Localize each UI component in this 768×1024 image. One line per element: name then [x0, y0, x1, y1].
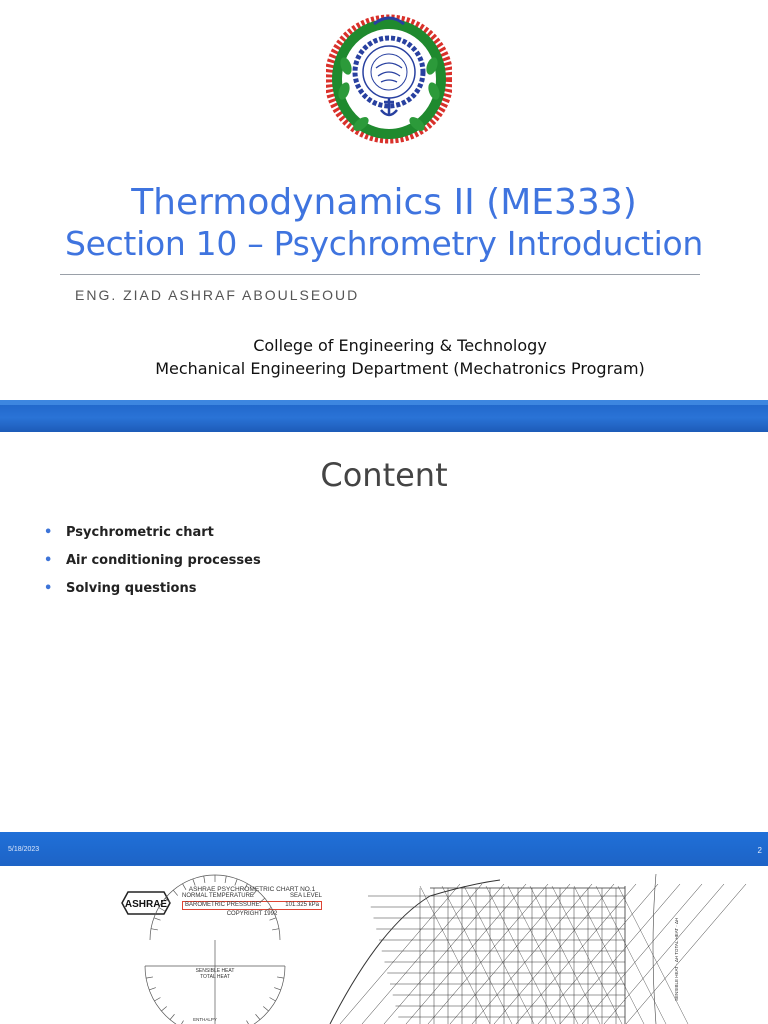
chart-grid-line — [582, 884, 702, 1024]
protractor-tick — [151, 929, 158, 930]
chart-grid-line — [340, 884, 460, 1024]
slide-title — [0, 182, 768, 264]
protractor-tick — [270, 918, 277, 920]
slide-page-number: 2 — [757, 846, 762, 855]
slide-date: 5/18/2023 — [8, 846, 40, 853]
title-slide — [0, 0, 768, 400]
slide-separator-bar — [0, 400, 768, 432]
chart-grid-line — [384, 884, 504, 1024]
chart-grid-line — [442, 886, 512, 1024]
author-name: ENG. ZIAD ASHRAF ABOULSEOUD — [75, 287, 360, 303]
protractor-tick — [244, 884, 248, 890]
content-slide — [0, 432, 768, 866]
protractor-tick — [173, 890, 177, 895]
college-name: College of Engineering & Technology — [253, 336, 547, 355]
protractor-tick — [165, 898, 170, 902]
right-scale — [653, 874, 656, 1024]
title-divider — [60, 274, 700, 275]
chart-grid-line — [604, 884, 724, 1024]
protractor-tick — [161, 1006, 166, 1010]
protractor-diagram — [145, 875, 285, 1024]
list-item: • Psychrometric chart — [44, 522, 261, 550]
bullet-icon: • — [44, 553, 53, 568]
chart-grid-line — [450, 884, 570, 1024]
protractor-tick — [170, 1014, 174, 1019]
protractor-label-top: SENSIBLE HEAT — [195, 968, 235, 974]
barometric-pressure-box: BAROMETRIC PRESSURE: 101.325 kPa — [182, 901, 322, 910]
ashrae-logo-text: ASHRAE — [124, 899, 168, 910]
psychrometric-chart-slide — [0, 866, 768, 1024]
protractor-tick — [154, 998, 160, 1002]
psychrometric-chart-drawing — [0, 866, 768, 1024]
chart-grid-line — [538, 884, 658, 1024]
chart-grid-line — [420, 886, 490, 1024]
protractor-tick — [180, 1021, 184, 1024]
university-seal-logo — [326, 6, 452, 152]
protractor-tick — [259, 898, 264, 902]
chart-grid — [330, 880, 746, 1024]
protractor-tick — [235, 879, 237, 886]
chart-grid-line — [362, 884, 482, 1024]
enthalpy-label: ENTHALPY — [193, 1017, 217, 1022]
chart-grid-line — [552, 886, 622, 1024]
protractor-tick — [154, 918, 161, 920]
protractor-tick — [146, 977, 153, 978]
section-title: Section 10 – Psychrometry Introduction — [64, 224, 704, 263]
course-title: Thermodynamics II (ME333) — [131, 182, 637, 223]
chart-grid-line — [406, 884, 526, 1024]
protractor-tick — [255, 1014, 259, 1019]
protractor-tick — [263, 1006, 268, 1010]
protractor-tick — [225, 876, 226, 883]
bullet-icon: • — [44, 525, 53, 540]
chart-grid-line — [486, 886, 556, 1024]
protractor-tick — [274, 988, 281, 990]
protractor-tick — [204, 876, 205, 883]
chart-grid-line — [596, 886, 666, 1024]
chart-grid-line — [464, 886, 534, 1024]
protractor-tick — [252, 890, 256, 895]
content-title: Content — [320, 456, 448, 494]
protractor-tick — [149, 988, 156, 990]
list-item: • Solving questions — [44, 578, 261, 606]
chart-grid-line — [516, 884, 636, 1024]
protractor-tick — [272, 929, 279, 930]
chart-grid-line — [574, 886, 644, 1024]
protractor-tick — [159, 908, 165, 912]
protractor-tick — [247, 1021, 251, 1024]
chart-grid-line — [626, 884, 746, 1024]
list-item: • Air conditioning processes — [44, 550, 261, 578]
protractor-tick — [277, 977, 284, 978]
chart-grid-line — [508, 886, 578, 1024]
chart-grid-line — [530, 886, 600, 1024]
content-bullet-list — [44, 522, 261, 606]
chart-grid-line — [428, 884, 548, 1024]
right-scale-label: SENSIBLE HEAT · ΔH TOTAL HEAT · ΔH — [674, 917, 679, 1001]
chart-grid-line — [494, 884, 614, 1024]
protractor-tick — [193, 879, 195, 886]
protractor-tick — [265, 908, 271, 912]
protractor-tick — [270, 998, 276, 1002]
chart-title: ASHRAE PSYCHROMETRIC CHART NO.1 — [188, 886, 316, 893]
protractor-tick — [183, 884, 187, 890]
department-name: Mechanical Engineering Department (Mechatronics Program) — [155, 359, 645, 378]
protractor-label-bottom: TOTAL HEAT — [200, 974, 230, 980]
bullet-icon: • — [44, 581, 53, 596]
chart-header: ASHRAE PSYCHROMETRIC CHART NO.1 NORMAL TEMPERATURE SEA LEVEL BAROMETRIC PRESSURE: 101.325 kPa COPYRIGHT 1992 — [182, 886, 322, 917]
saturation-curve — [330, 880, 500, 1024]
slide-footer-bar — [0, 832, 768, 866]
college-info — [0, 334, 768, 380]
chart-grid-line — [560, 884, 680, 1024]
